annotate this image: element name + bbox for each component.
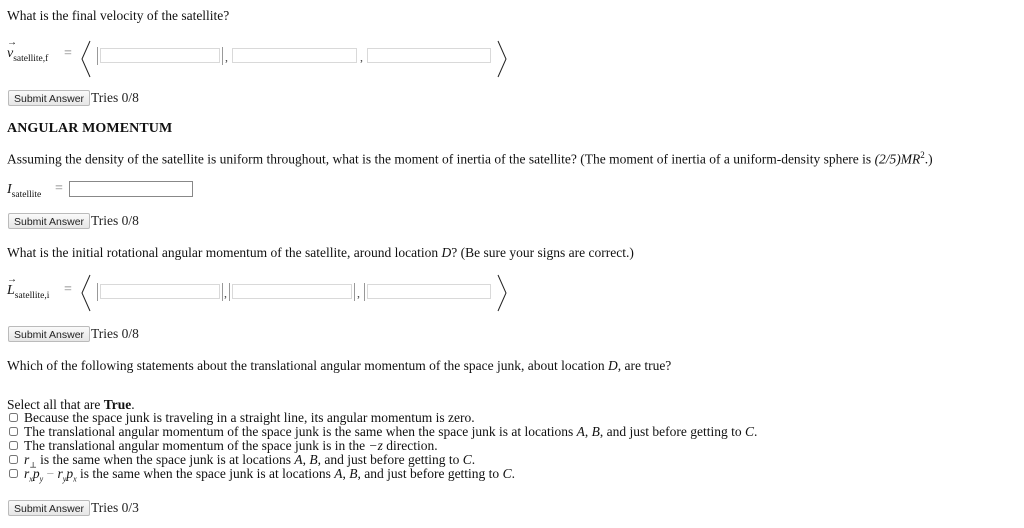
- question-variable: D: [607, 358, 618, 373]
- question-text-end: .): [924, 151, 933, 167]
- option-text-end: .: [471, 452, 476, 467]
- moment-of-inertia-input[interactable]: [69, 181, 193, 197]
- term: r: [57, 466, 63, 481]
- option-label-2: The translational angular momentum of the space junk is the same when the space junk is at locations A, B, and just before getting to C.: [24, 424, 758, 439]
- option-text: The translational angular momentum of the space junk is in the: [24, 438, 369, 453]
- location-a: A: [334, 466, 343, 481]
- tries-counter: Tries 0/8: [91, 90, 139, 105]
- velocity-z-input[interactable]: [367, 48, 491, 63]
- question-text: Which of the following statements about the translational angular momentum of the space junk, about location: [7, 358, 608, 373]
- option-checkbox-2[interactable]: [9, 427, 18, 436]
- equals-sign: =: [55, 181, 63, 196]
- term-sub: y: [62, 474, 67, 484]
- location-c: C: [462, 452, 472, 467]
- angmom-y-input[interactable]: [232, 284, 352, 299]
- term-sub: x: [73, 474, 77, 484]
- equals-sign: =: [64, 46, 72, 61]
- direction-variable: −z: [368, 438, 383, 453]
- option-text: The translational angular momentum of the space junk is the same when the space junk is at locations: [24, 424, 577, 439]
- option-checkbox-3[interactable]: [9, 441, 18, 450]
- question-moment-of-inertia: [7, 150, 933, 168]
- question-text: What is the initial rotational angular momentum of the satellite, around location: [7, 245, 442, 260]
- formula-exponent: 2: [920, 150, 925, 160]
- option-text-mid: , and just before getting to: [317, 452, 463, 467]
- l-symbol: → L: [7, 283, 15, 298]
- angmom-x-input[interactable]: [100, 284, 220, 299]
- comma: ,: [360, 50, 363, 64]
- select-bold: True: [103, 397, 132, 412]
- submit-answer-button[interactable]: Submit Answer: [8, 326, 90, 342]
- minus-sign: −: [46, 466, 55, 481]
- option-label-1: Because the space junk is traveling in a straight line, its angular momentum is zero.: [24, 410, 475, 425]
- option-label-3: [24, 439, 438, 453]
- submit-answer-button[interactable]: Submit Answer: [8, 500, 90, 516]
- term-sub: y: [39, 474, 44, 484]
- formula: (2/5)MR: [874, 151, 921, 167]
- term: p: [66, 466, 74, 481]
- question-text: Assuming the density of the satellite is uniform throughout, what is the moment of inertia of the satellite? (The moment of inertia of a uniform-density sphere is: [7, 151, 875, 167]
- term: r: [24, 466, 30, 481]
- option-text-end: .: [511, 466, 515, 481]
- l-satellite-i-label: [7, 283, 49, 301]
- select-text: Select all that are: [7, 397, 104, 412]
- term: p: [32, 466, 40, 481]
- location-a: A: [576, 424, 585, 439]
- comma: ,: [357, 286, 360, 300]
- right-angle-bracket-icon: [496, 40, 508, 78]
- v-satellite-f-label: [7, 46, 48, 64]
- location-b: B: [309, 452, 318, 467]
- term-sub: x: [29, 474, 33, 484]
- perp-subscript: ⊥: [29, 460, 37, 470]
- question-final-velocity: What is the final velocity of the satellite?: [7, 8, 230, 23]
- submit-answer-button[interactable]: Submit Answer: [8, 213, 90, 229]
- question-text-end: ? (Be sure your signs are correct.): [451, 245, 634, 260]
- r-perp-symbol: r: [24, 452, 30, 467]
- section-title: ANGULAR MOMENTUM: [7, 121, 173, 136]
- angmom-z-input[interactable]: [367, 284, 491, 299]
- location-c: C: [502, 466, 512, 481]
- option-text-mid: , and just before getting to: [357, 466, 503, 481]
- velocity-x-input[interactable]: [100, 48, 220, 63]
- submit-answer-button[interactable]: Submit Answer: [8, 90, 90, 106]
- option-checkbox-1[interactable]: [9, 413, 18, 422]
- left-angle-bracket-icon: [80, 40, 92, 78]
- tries-counter: Tries 0/3: [91, 500, 139, 515]
- right-angle-bracket-icon: [496, 274, 508, 312]
- comma: ,: [224, 286, 227, 300]
- i-satellite-label: [7, 182, 41, 200]
- option-label-4: $r_\perp$ is the same when the space junk is at locations A, B, and just before getting to C.: [24, 452, 476, 470]
- tries-counter: Tries 0/8: [91, 213, 139, 228]
- option-text-end: .: [753, 424, 758, 439]
- equals-sign: =: [64, 282, 72, 297]
- left-angle-bracket-icon: [80, 274, 92, 312]
- option-text-end: direction.: [382, 438, 438, 453]
- select-period: .: [131, 397, 135, 412]
- option-text: is the same when the space junk is at locations: [36, 452, 295, 467]
- location-c: C: [744, 424, 754, 439]
- tries-counter: Tries 0/8: [91, 326, 139, 341]
- i-subscript: satellite: [11, 189, 42, 200]
- i-symbol: I: [7, 182, 12, 197]
- location-b: B: [591, 424, 600, 439]
- comma: ,: [225, 50, 228, 64]
- v-subscript: satellite,f: [13, 53, 49, 64]
- question-variable: D: [441, 245, 452, 260]
- question-text-end: , are true?: [617, 358, 672, 373]
- velocity-y-input[interactable]: [232, 48, 357, 63]
- question-angular-momentum: [7, 245, 634, 261]
- option-checkbox-5[interactable]: [9, 469, 18, 478]
- location-a: A: [294, 452, 303, 467]
- option-label-5: $r_xp_y - r_yp_x$ is the same when the space junk is at locations A, B, and just before getting to C.: [24, 466, 515, 484]
- v-symbol: → v: [7, 46, 13, 61]
- option-text-mid: , and just before getting to: [599, 424, 745, 439]
- option-checkbox-4[interactable]: [9, 455, 18, 464]
- location-b: B: [349, 466, 358, 481]
- option-text: is the same when the space junk is at locations: [76, 466, 335, 481]
- question-translational-angular-momentum: [7, 358, 671, 374]
- l-subscript: satellite,i: [14, 290, 50, 301]
